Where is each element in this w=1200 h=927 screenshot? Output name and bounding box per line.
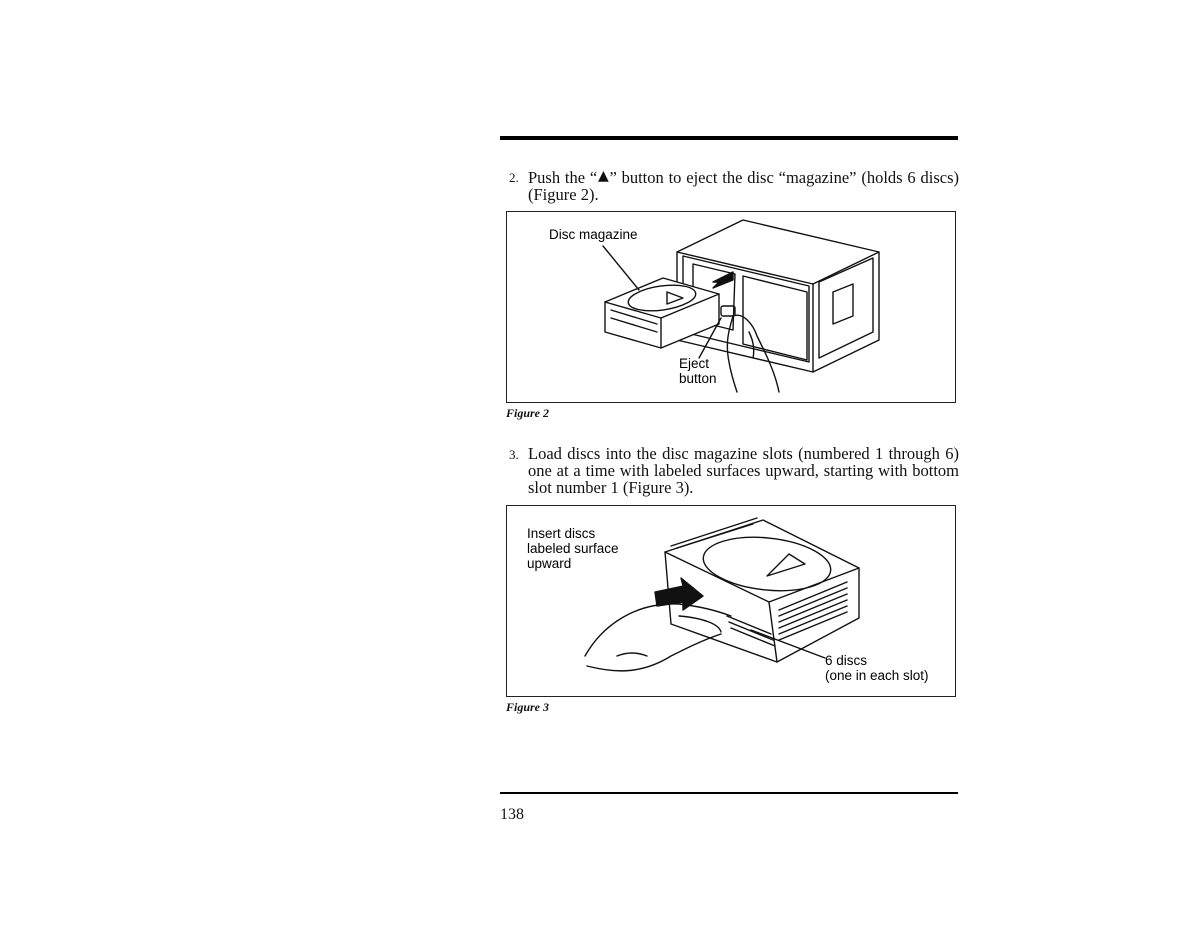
eject-symbol-icon: ▲ [597, 168, 610, 184]
step-number: 3. [509, 447, 519, 462]
callout-insert-discs: Insert discs labeled surface upward [527, 526, 619, 571]
step-3 [509, 445, 959, 496]
page-number: 138 [500, 806, 524, 823]
figure-3-illustration [506, 505, 956, 697]
header-rule [500, 136, 958, 140]
step-text: Load discs into the disc magazine slots (numbered 1 through 6) one at a time with labeled surfaces upward, starting with bottom slot number 1 (Figure 3). [528, 444, 959, 497]
step-2 [509, 168, 959, 203]
figure-2-illustration [506, 211, 956, 403]
footer-rule [500, 792, 958, 794]
callout-disc-magazine: Disc magazine [549, 227, 638, 242]
callout-six-discs: 6 discs (one in each slot) [825, 653, 929, 683]
step-text: Push the “▲” button to eject the disc “magazine” (holds 6 discs) (Figure 2). [528, 168, 959, 204]
figure-3-caption: Figure 3 [506, 700, 550, 714]
figure-2-caption: Figure 2 [506, 406, 550, 420]
step-number: 2. [509, 170, 519, 185]
callout-eject-button: Eject button [679, 356, 717, 386]
